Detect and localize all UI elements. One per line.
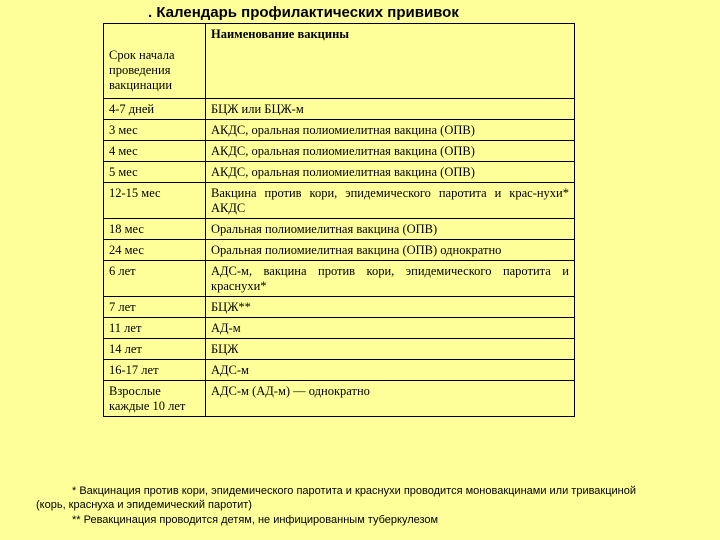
vaccine-cell: АД-м	[206, 318, 575, 339]
table-row	[104, 261, 575, 297]
header-vaccine-cell: Наименование вакцины	[206, 24, 575, 99]
age-cell: 24 мес	[104, 240, 206, 261]
age-cell: 3 мес	[104, 120, 206, 141]
age-cell: 4-7 дней	[104, 99, 206, 120]
table-row	[104, 99, 575, 120]
age-cell: 4 мес	[104, 141, 206, 162]
table-row	[104, 381, 575, 417]
age-cell: 18 мес	[104, 219, 206, 240]
table-row	[104, 318, 575, 339]
age-cell: 12-15 мес	[104, 183, 206, 219]
table-row	[104, 339, 575, 360]
vaccine-cell: АДС-м	[206, 360, 575, 381]
table-row	[104, 219, 575, 240]
age-cell: 7 лет	[104, 297, 206, 318]
footnote-measles: * Вакцинация против кори, эпидемического паротита и краснухи проводится моновакцинами или тривакциной	[72, 485, 637, 497]
table-row	[104, 141, 575, 162]
vaccine-cell: Оральная полиомиелитная вакцина (ОПВ)	[206, 219, 575, 240]
vaccine-cell: Вакцина против кори, эпидемического паротита и крас-нухи* АКДС	[206, 183, 575, 219]
header-age-label: Срок начала проведения вакцинации	[109, 48, 175, 92]
age-cell: 14 лет	[104, 339, 206, 360]
vaccine-cell: АКДС, оральная полиомиелитная вакцина (ОПВ)	[206, 120, 575, 141]
age-cell: 5 мес	[104, 162, 206, 183]
vaccine-cell: БЦЖ**	[206, 297, 575, 318]
vaccine-cell: АДС-м (АД-м) — однократно	[206, 381, 575, 417]
table-header-row	[104, 24, 575, 99]
vaccine-cell: АКДС, оральная полиомиелитная вакцина (ОПВ)	[206, 162, 575, 183]
table-row	[104, 162, 575, 183]
vaccine-cell: АКДС, оральная полиомиелитная вакцина (ОПВ)	[206, 141, 575, 162]
vaccination-schedule-table	[103, 23, 575, 417]
age-cell: 11 лет	[104, 318, 206, 339]
footnote-measles-continued: (корь, краснуха и эпидемический паротит)	[36, 499, 252, 511]
table-row	[104, 240, 575, 261]
vaccine-cell: БЦЖ	[206, 339, 575, 360]
page-title: . Календарь профилактических прививок	[148, 4, 459, 21]
table-row	[104, 120, 575, 141]
header-age-cell	[104, 24, 206, 99]
age-cell: 6 лет	[104, 261, 206, 297]
table-row	[104, 360, 575, 381]
age-cell: 16-17 лет	[104, 360, 206, 381]
age-cell: Взрослые каждые 10 лет	[104, 381, 206, 417]
table-row	[104, 183, 575, 219]
footnote-tuberculosis: ** Ревакцинация проводится детям, не инфицированным туберкулезом	[72, 514, 439, 526]
vaccine-cell: АДС-м, вакцина против кори, эпидемического паротита и краснухи*	[206, 261, 575, 297]
vaccine-cell: Оральная полиомиелитная вакцина (ОПВ) однократно	[206, 240, 575, 261]
vaccine-cell: БЦЖ или БЦЖ-м	[206, 99, 575, 120]
table-row	[104, 297, 575, 318]
